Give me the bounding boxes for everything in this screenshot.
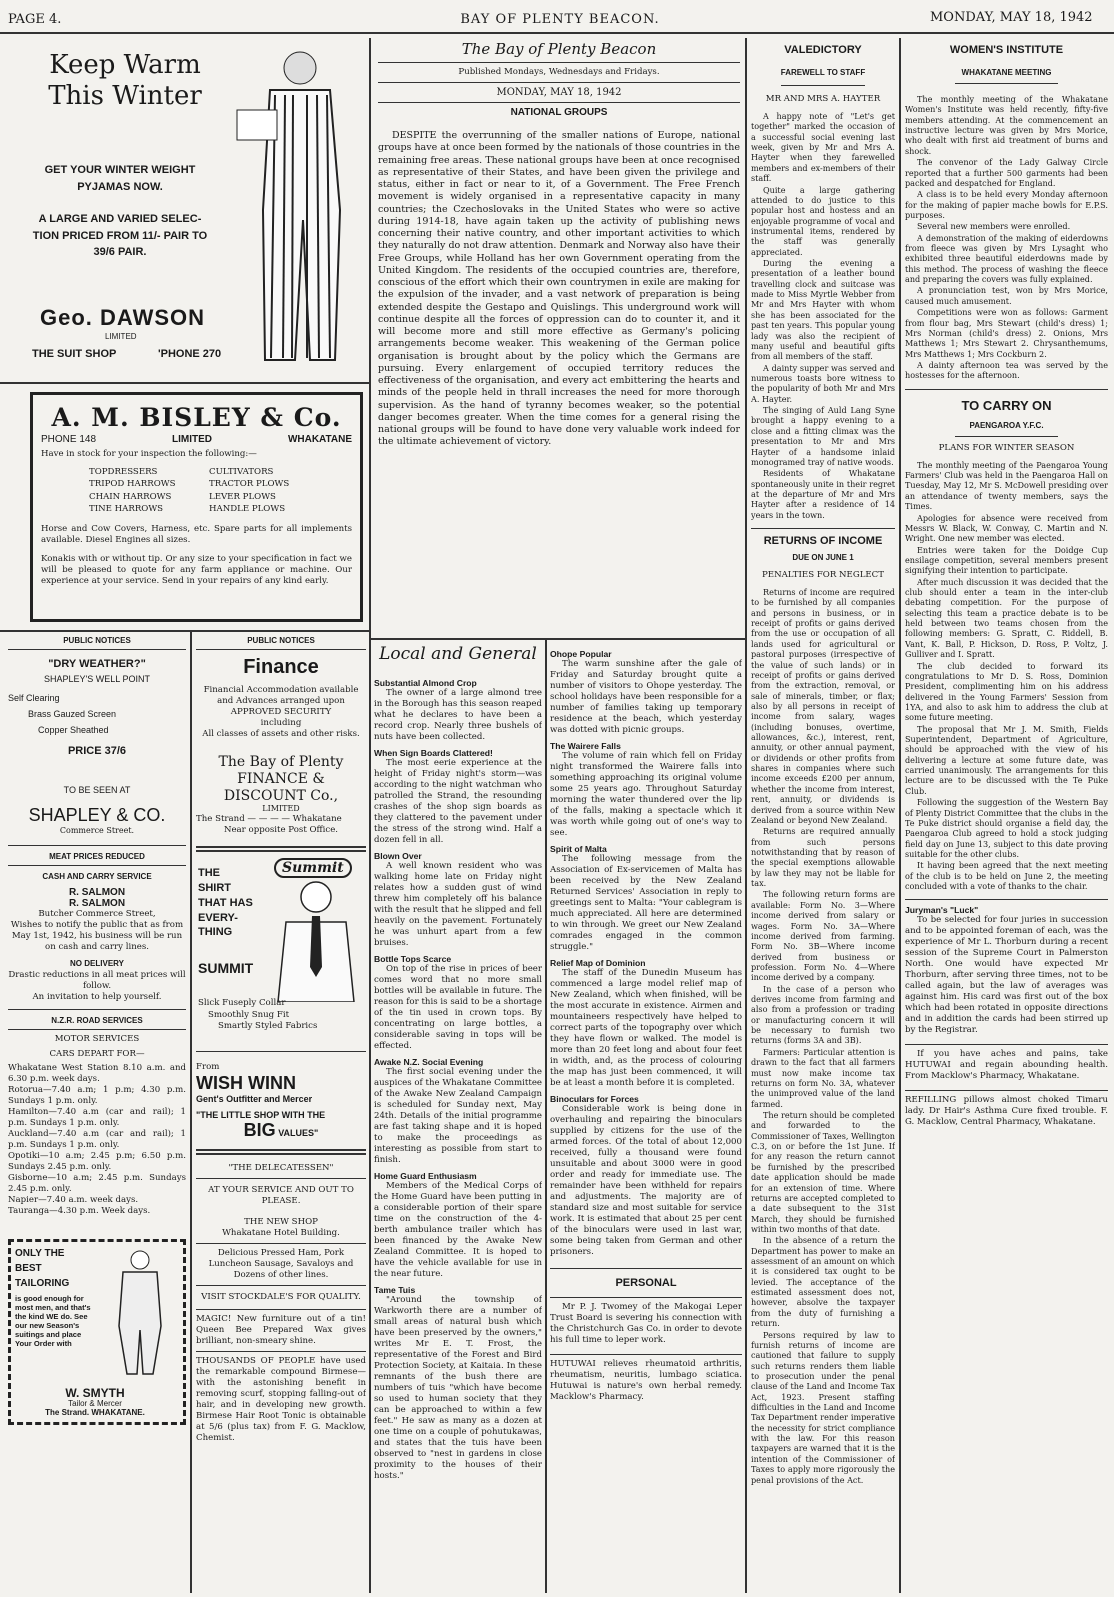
personal-heading: PERSONAL [615, 1277, 677, 1289]
institute-paragraph: The convenor of the Lady Galway Circle reported that a further 500 garments had been packed and despatched for England. [905, 157, 1108, 188]
implement-item: HANDLE PLOWS [209, 504, 286, 515]
yfc-paragraph: Entries were taken for the Doidge Cup ensilage competition, several members present signifying their intention to participate. [905, 544, 1108, 576]
column-1: PUBLIC NOTICES "DRY WEATHER?" SHAPLEY'S WELL POINT Self Clearing Brass Gauzed Screen Copper Sheathed PRICE 37/6 TO BE SEEN AT SHAPLEY & CO. Commerce Street. MEAT PRICES REDUCED CASH AND CARRY SERVICE R. SALMON R. SALMON Butcher Commerce Street, Wishes to notify the public that as from May 1st, 1942, his business will be run on cash and carry lines. NO DELIVERY Drastic reductions in all meat prices will follow. An invitation to help yourself. N.Z.R. ROAD SERVICES MOTOR SERVICES CARS DEPART FOR— Whakatane West Station 8.10 a.m. and 6.30 p.m. week days. Rotorua—7.40 a.m; 1 p.m; 4.30 p.m. Sundays 1 p.m. only. Hamilton—7.40 a.m (car and rail); 1 p.m. Sundays 1 p.m. only. Auckland—7.40 a.m (car and rail); 1 p.m. Sundays 1 p.m. only. Opotiki—10 a.m; 2.45 p.m; 6.50 p.m. Sundays 2.45 p.m. only. Gisborne—10 a.m; 2.45 p.m. Sundays 2.45 p.m. only. Napier—7.40 a.m. week days. Tauranga—4.30 p.m. Week days. ONLY THE BEST TAILORING is good enough for most men, and that's the kind WE do. See our new Season's suitings and place Your Order with W. SMYTH Tailor & Mercer The Strand. WHAKATANE. [8, 634, 186, 1594]
institute-paragraph: Several new members were enrolled. [917, 221, 1071, 232]
returns-paragraph: The following return forms are available: Form No. 3—Where income derived from salary or wages. Form No. 3A—Where income derived from farming. Form No. 3B—Where income derived from business or profession. Form No. 4—Where income derived by a company. [751, 889, 895, 983]
yfc-paragraph: The proposal that Mr J. M. Smith, Fields Superintendent, Department of Agriculture, should be approached with the view of his delivering a lecture at some future date, was carried unanimously. The arrangements for this lecture are to be discussed with the Te Puke Club. [905, 723, 1108, 796]
bus-time-entry: Opotiki—10 a.m; 2.45 p.m; 6.50 p.m. Sundays 2.45 p.m. only. [8, 1150, 186, 1172]
local-and-general [374, 644, 542, 1594]
institute-paragraph: A demonstration of the making of eiderdowns from fleece was given by Mrs Lysaght who exhibited three beautiful eiderdowns made by this method. The process of washing the fleece and preparing the covers was fully explained. [905, 232, 1108, 285]
masthead [0, 0, 1114, 34]
valedictory-paragraph: The singing of Auld Lang Syne brought a happy evening to a close and a fitting climax was the presentation to Mr and Mrs Hayter of a handsome inlaid monogramed tray of native woods. [751, 405, 895, 467]
smyth-ad: ONLY THE BEST TAILORING is good enough for most men, and that's the kind WE do. See our new Season's suitings and place Your Order with W. SMYTH Tailor & Mercer The Strand. WHAKATANE. [8, 1239, 186, 1425]
article-heading: Bottle Tops Scarce [374, 954, 452, 964]
editorial-masthead: The Bay of Plenty Beacon [461, 40, 657, 58]
bus-time-entry: Gisborne—10 a.m; 2.45 p.m. Sundays 2.45 p.m. only. [8, 1172, 186, 1194]
returns-paragraph: Returns are required annually from such persons notwithstanding that by reason of the special exemptions allowable by law they may not be liable for tax. [751, 826, 895, 889]
finance-heading: Finance [243, 656, 319, 678]
carry-on-heading: TO CARRY ON [961, 397, 1052, 413]
implement-item: CHAIN HARROWS [89, 491, 172, 502]
institute-paragraph: Competitions were won as follows: Garment from flour bag, Mrs Stewart (child's dress) 1; Mrs Norman (child's dress) 2. Onions, Mrs Matthews 1; Mrs Stewart 2. Chrysanthemums, Mrs Matthews 1; Mrs Cockburn 2. [905, 307, 1108, 359]
yfc-paragraph: It having been agreed that the next meeting of the club is to be held on June 2, the meeting concluded with a vote of thanks to the chair. [905, 860, 1108, 892]
yfc-paragraph: Following the suggestion of the Western Bay of Plenty District Committee that the clubs in the Te Puke district should organise a field day, the Paengaroa Club agreed to hold a stock judging field day on June 13, subject to this date proving suitable for the other clubs. [905, 797, 1108, 859]
article-body: "Around the township of Warkworth there are a number of small areas of natural bush which have been preserved by the owners," writes Mr E. T. Frost, the representative of the Forest and Bird Protection Society, at Kaitaia. In these remnants of the bush there are numbers of tuis "which have become so used to human society that they can be approached to within a few feet." He saw as many as a dozen at one time on a couple of pohutukawas, and states that the tuis have been observed to "nest in gardens in close proximity to the houses of their hosts." [374, 1295, 542, 1481]
article-body: The volume of rain which fell on Friday night transformed the Wairere falls into something approaching its original volume some 25 years ago. Throughout Saturday morning the water thundered over the lip of the falls, making a spectacle which it was worth while going out of one's way to see. [550, 751, 742, 838]
dawson-title: Keep Warm This Winter [48, 50, 202, 112]
bisley-name: A. M. BISLEY & Co. [51, 403, 342, 432]
article-body: The most eerie experience at the height of Friday night's storm—was according to the night watchman who patrolled the Strand, the resounding crashes of the shop sign boards as they clattered to the pavement under the stress of the strong wind. Half a dozen fell in all. [374, 758, 542, 845]
bus-time-entry: Napier—7.40 a.m. week days. [8, 1194, 139, 1205]
yfc-paragraph: The club decided to forward its congratulations to Mr D. S. Ross, Dominion President, complimenting him on his address delivered in the Young Farmers' Session from 1YA, and also to ask him to address the club at some future meeting. [905, 660, 1108, 723]
finance-company: The Bay of Plenty FINANCE & DISCOUNT Co., LIMITED [218, 754, 344, 814]
valedictory-paragraph: A happy note of "Let's get together" marked the occasion of a successful social evening last week, given by Mr and Mrs A. Hayter when they farewelled members and ex-members of their staff. [751, 111, 895, 184]
dry-weather-heading: "DRY WEATHER?" [48, 658, 146, 670]
returns-paragraph: The return should be completed and forwarded to the Commissioner of Taxes, Wellington C.3, on or before the 1st June. If for any reason the return cannot be furnished by the prescribed date application should be made for an extension of time. Where returns are accepted completed to a date subsequent to the 31st March, they should be furnished within two months of that date. [751, 1109, 895, 1234]
well-point-price: PRICE 37/6 [67, 744, 127, 757]
returns-paragraph: Returns of income are required to be furnished by all companies and persons in business, or in receipt of profits or gains derived from the use or occupation of all lands used for agricultural or pastoral purposes (irrespective of the value of such lands) or in receipt of profits or gains derived from the extraction, removal, or sale of minerals, timber, or flax; also by all persons in receipt of income from salary, wages (including bonuses, overtime, allowances, &c.), interest, rent, annuity, or other annual payment, or dividends or other profits from shares in companies where such income exceeds £200 per annum, whether the income from interest, rent, annuity, or dividends is derived from a source within New Zealand or beyond New Zealand. [751, 587, 895, 825]
bus-time-entry: Tauranga—4.30 p.m. Week days. [8, 1205, 151, 1216]
article-heading: Spirit of Malta [550, 844, 607, 854]
article-heading: Binoculars for Forces [550, 1094, 639, 1104]
article-body: Members of the Medical Corps of the Home Guard have been putting in a considerable portion of their spare time on the construction of the 4-berth ambulance trailer which has been financed by the Awake New Zealand Committee. It is hoped to have the vehicle available for use in the near future. [374, 1181, 542, 1279]
returns-paragraph: In the absence of a return the Department has power to make an assessment of an amount on which it is considered tax ought to be levied. The acceptance of the estimated assessment does not, however, absolve the taxpayer from the duty of furnishing a return. [751, 1235, 895, 1329]
returns-paragraph: Persons required by law to furnish returns of income are cautioned that failure to supply such returns renders them liable to prosecution under the penal clause of the Land and Income Tax Act, 1923. Present staffing difficulties in the Land and Income Tax Department render imperative the necessity for strict compliance with the law. For this reason taxpayers are warned that it is the intention of the Commissioner of Taxes to apply more rigorously the penal provisions of the Act. [751, 1329, 895, 1485]
bus-time-entry: Rotorua—7.40 a.m; 1 p.m; 4.30 p.m. Sundays 1 p.m. only. [8, 1084, 186, 1106]
article-heading: Ohope Popular [550, 649, 612, 659]
dawson-name: Geo. DAWSON [40, 305, 206, 330]
shapley-name: SHAPLEY & CO. [28, 804, 166, 825]
valedictory-paragraph: Quite a large gathering attended to do justice to this popular host and hostess and an enjoyable programme of vocal and instrumental items, rendered by the staff was generally appreciated. [751, 184, 895, 257]
column-2: PUBLIC NOTICES Finance Financial Accommodation available and Advances arranged upon APPROVED SECURITY including All classes of assets and other risks. The Bay of Plenty FINANCE & DISCOUNT Co., LIMITED The Strand — — — — Whakatane Near opposite Post Office. THE SHIRT THAT HAS EVERY-THING SUMMIT Summit Slick Fuseply Collar Smoothly Snug Fit Smartly Styled Fabrics From WISH WINN Gent's Outfitter and Mercer "THE LITTLE SHOP WITH THE BIG VALUES" "THE DELECATESSEN" AT YOUR SERVICE AND OUT TO PLEASE. THE NEW SHOP Whakatane Hotel Building. Delicious Pressed Ham, Pork Luncheon Sausage, Savaloys and Dozens of other lines. VISIT STOCKDALE'S FOR QUALITY. MAGIC! New furniture out of a tin! Queen Bee Prepared Wax gives brilliant, non-smeary shine. THOUSANDS OF PEOPLE have used the remarkable compound Birmese—with the astonishing benefit in removing scurf, stopping falling-out of hair, and in developing new growth. Birmese Hair Root Tonic is obtainable at 5/6 (plus tax) from F. G. Macklow, Chemist. [196, 636, 366, 1443]
institute-paragraph: The monthly meeting of the Whakatane Women's Institute was held recently, fifty-five members attending. At the commencement an instructive lecture was given by Mrs Morice, who dealt with first aid treatment of burns and shock. [905, 94, 1108, 156]
local-title: Local and General [379, 644, 537, 664]
implement-item: TRACTOR PLOWS [209, 479, 290, 490]
valedictory-paragraph: A dainty supper was served and numerous toasts bore witness to the popularity of both Mr and Mrs A. Hayter. [751, 362, 895, 404]
womens-institute-heading: WOMEN'S INSTITUTE [949, 44, 1064, 56]
dawson-copy: GET YOUR WINTER WEIGHT PYJAMAS NOW. A LARGE AND VARIED SELEC- TION PRICED FROM 11/- PAIR TO 39/6 PAIR. [32, 164, 208, 258]
article-body: On top of the rise in prices of beer comes word that no more small bottles will be available in future. The reason for this is said to be a shortage of the tin used in crown tops. By concentrating on large bottles, a considerable saving in tops will be effected. [374, 964, 542, 1051]
returns-paragraph: Farmers: Particular attention is drawn to the fact that all farmers must now make income tax returns on form No. 3A, whatever the unimproved value of the land farmed. [751, 1046, 895, 1109]
yfc-paragraph: Apologies for absence were received from Messrs W. Black, W. Conway, C. Martin and N. Wright. One new member was elected. [905, 512, 1108, 544]
dawson-shop: THE SUIT SHOP [32, 348, 117, 360]
dawson-phone: 'PHONE 270 [158, 348, 222, 360]
valedictory-heading: VALEDICTORY [784, 44, 862, 56]
article-body: The warm sunshine after the gale of Friday and Saturday brought quite a number of visitors to Ohope yesterday. The school holidays have been responsible for a number of families taking up temporary residence at the beach, which yesterday was dotted with picnic groups. [550, 659, 742, 735]
institute-paragraph: A pronunciation test, won by Mrs Morice, caused much amusement. [905, 285, 1108, 306]
article-heading: The Wairere Falls [550, 741, 621, 751]
tailor-figure-illustration [105, 1246, 175, 1376]
institute-paragraph: A dainty afternoon tea was served by the hostesses for the afternoon. [905, 359, 1108, 381]
article-heading: Relief Map of Dominion [550, 958, 646, 968]
yfc-paragraph: The monthly meeting of the Paengaroa Young Farmers' Club was held in the Paengaroa Hall on Tuesday, May 12, Mr S. McDowell presiding over an attendance of twenty members, says the Times. [905, 459, 1108, 512]
bus-time-entry: Whakatane West Station 8.10 a.m. and 6.30 p.m. week days. [8, 1062, 186, 1084]
summit-logo: Summit [274, 858, 352, 878]
implements-list [89, 466, 352, 516]
column-4: Ohope Popular The warm sunshine after the gale of Friday and Saturday brought quite a number of visitors to Ohope yesterday. The school holidays have been responsible for a number of families taking up temporary residence at the beach, which yesterday was dotted with picnic groups. The Wairere Falls The volume of rain which fell on Friday night transformed the Wairere falls into something approaching its original volume some 25 years ago. Throughout Saturday morning the water thundered over the lip of the falls, making a spectacle which it was worth while going out of one's way to see. Spirit of Malta The following message from the Association of Ex-servicemen of Malta has been received by the New Zealand Returned Services' Association in reply to greetings sent to Malta: "Your cablegram is much appreciated. All here are determined to win through. We greet our New Zealand comrades engaged in the common struggle." Relief Map of Dominion The staff of the Dunedin Museum has commenced a large model relief map of New Zealand, which when finished, will be the most accurate in existence. Airmen and mountaineers respectively have helped to correct parts of the topography over which they have flown or walked. The model is more than 20 feet long and about four feet in width, and, as the process of colouring the map has just been commenced, it will be at least a month before it is completed. Binoculars for Forces Considerable work is being done in overhauling and repairing the binoculars supplied by citizens for the use of the armed forces. Of the total of about 12,000 received, fully a thousand were found unsuitable and about 3000 were in good order and ready for immediate use. The remainder have been withheld for repairs and adjustments. The majority are of standard size and most suitable for service work. It is estimated that about 25 per cent of the binoculars were used in last war, some being taken from German and other prisoners. PERSONAL Mr P. J. Twomey of the Makogai Leper Trust Board is severing his connection with the Christchurch Gas Co. in order to devote his full time to leper work. HUTUWAI relieves rheumatoid arthritis, rheumatism, neuritis, lumbago sciatica. Hutuwai is nature's own herbal remedy. Macklow's Pharmacy. [550, 649, 742, 1402]
article-body: Considerable work is being done in overhauling and repairing the binoculars supplied by citizens for the use of the armed forces. Of the total of about 12,000 received, fully a thousand were found unsuitable and about 3000 were in good order and ready for immediate use. The remainder have been withheld for repairs and adjustments. The majority are of standard size and most suitable for service work. It is estimated that about 25 per cent of the binoculars were used in last war, some being taken from German and other prisoners. [550, 1104, 742, 1257]
implement-item: LEVER PLOWS [209, 491, 276, 502]
bus-time-entry: Auckland—7.40 a.m (car and rail); 1 p.m. Sundays 1 p.m. only. [8, 1128, 186, 1150]
implement-item: TINE HARROWS [89, 504, 164, 515]
valedictory-paragraph: Residents of Whakatane spontaneously unite in their regret at the departure of Mr and Mrs Hayter after a residence of 14 years in the town. [751, 468, 895, 520]
article-body: The staff of the Dunedin Museum has commenced a large model relief map of New Zealand, which when finished, will be the most accurate in existence. Airmen and mountaineers respectively have helped to correct parts of the topography over which they have flown or walked. The model is more than 20 feet long and about four feet in width, and, as the process of colouring the map has just been commenced, it will be at least a month before it is completed. [550, 968, 742, 1088]
dawson-ad: Keep Warm This Winter GET YOUR WINTER WEIGHT PYJAMAS NOW. A LARGE AND VARIED SELEC- TION PRICED FROM 11/- PAIR TO 39/6 PAIR. Geo. DAWSON LIMITED THE SUIT SHOP 'PHONE 270 [10, 40, 365, 380]
bus-timetable [8, 1063, 186, 1217]
implement-item: TOPDRESSERS [89, 467, 158, 477]
shirt-man-illustration [266, 872, 366, 1002]
article-body: The owner of a large almond tree in the Borough has this season reaped what he declares to have been a record crop. Nearly three bushels of nuts have been collected. [374, 688, 542, 742]
article-body: A well known resident who was walking home late on Friday night relates how a sudden gust of wind threw him completely off his balance with the result that he slipped and fell heavily on the pavement. Fortunately he was unhurt apart from a few bruises. [374, 861, 542, 948]
valedictory-paragraph: During the evening a presentation of a leather bound travelling clock and suitcase was made to Miss Myrtle Webber from Mr and Mrs Hayter with whom she has been associated for the past ten years. This popular young lady was also the recipient of many useful and beautiful gifts from all members of the staff. [751, 258, 895, 362]
article-body: The following message from the Association of Ex-servicemen of Malta has been received by the New Zealand Returned Services' Association in reply to greetings sent to Malta: "Your cablegram is much appreciated. All here are determined to win through. We greet our New Zealand comrades engaged in the common struggle." [550, 854, 742, 952]
paper-name: BAY OF PLENTY BEACON. [460, 12, 660, 27]
article-heading: When Sign Boards Clattered! [374, 748, 493, 758]
wish-winn-heading: WISH WINN [196, 1072, 296, 1093]
editorial-body: DESPITE the overrunning of the smaller nations of Europe, national groups have at once been formed by the nationals of those countries in the remaining free areas. These national groups have been at once recognised as representative of their States, and have been given the privilege and status, either in fact or near to it, of a Government. The Free French movement is widely organised in a representative capacity in many countries; the Czechoslovaks in the United States who were so active during 1914-18, have again taken up the activity of publishing news concerning their native country, and other important activities to which they naturally do not draw attention. Denmark and Norway also have their Free Groups, while Holland has her own Government operating from the United Kingdom. The residents of the occupied countries are, therefore, conscious of the effort which their own countrymen in exile are making for the expulsion of the invader, and a vast network of preparation is being extended despite the Gestapo and Quislings. This underground work will continue despite all the forces of oppression can do to counter it, and it will become more and still more effective as Germany's policing arrangements become weaker. This weakening of the German police organisation is brought about by the policy which the Germans are pursuing. Every enlargement of occupied territory reduces the effectiveness of the organisation, and every act embittering the hearts and minds of the people held in thrall increases the need for more thorough supervision. As the hand of tyranny becomes weaker, so the potential danger becomes greater. When the time comes for a general rising the national groups will be found to have done very valuable work indeed for the ultimate achievement of victory. [378, 130, 740, 448]
issue-date: MONDAY, MAY 18, 1942 [930, 10, 1093, 25]
article-heading: Awake N.Z. Social Evening [374, 1057, 484, 1067]
column-5: VALEDICTORY FAREWELL TO STAFF MR AND MRS A. HAYTER A happy note of "Let's get together" marked the occasion of a successful social evening last week, given by Mr and Mrs A. Hayter when they farewelled members and ex-members of their staff. Quite a large gathering attended to do justice to this popular host and hostess and an enjoyable programme of vocal and instrumental items, rendered by the staff was generally appreciated. During the evening a presentation of a leather bound travelling clock and suitcase was made to Miss Myrtle Webber from Mr and Mrs Hayter with whom she has been associated for the past ten years. This popular young lady was also the recipient of many useful and beautiful gifts from all members of the staff. A dainty supper was served and numerous toasts bore witness to the popularity of both Mr and Mrs A. Hayter. The singing of Auld Lang Syne brought a happy evening to a close and a fitting climax was the presentation to Mr and Mrs Hayter of a handsome inlaid monogramed tray of native woods. Residents of Whakatane spontaneously unite in their regret at the departure of Mr and Mrs Hayter after a residence of 14 years in the town. RETURNS OF INCOME DUE ON JUNE 1 PENALTIES FOR NEGLECT Returns of income are required to be furnished by all companies and persons in business, or in receipt of profits or gains derived from the use or occupation of all lands used for agricultural or pastoral purposes (irrespective of the value of such lands) or in receipt of profits or gains derived from the extraction, removal, or sale of minerals, timber, or flax; also by all persons in receipt of income from salary, wages (including bonuses, overtime, allowances, &c.), interest, rent, annuity, or other annual payment, or dividends or other profits from shares in companies where such income exceeds £200 per annum, whether the income from interest, rent, annuity, or dividends is derived from a source within New Zealand or beyond New Zealand. Returns are required annually from such persons notwithstanding that by reason of the special exemptions allowable by law they may not be liable for tax. The following return forms are available: Form No. 3—Where income derived from salary or wages. Form No. 3A—Where income derived from farming. Form No. 3B—Where income derived from business or profession. Form No. 4—Where income derived by a company. In the case of a person who derives income from farming and also from a profession or trading or manufacturing concern it will be necessary to furnish two returns (forms 3A and 3B). Farmers: Particular attention is drawn to the fact that all farmers must now make income tax returns on form No. 3A, whatever the unimproved value of the land farmed. The return should be completed and forwarded to the Commissioner of Taxes, Wellington C.3, on or before the 1st June. If for any reason the return cannot be furnished by the prescribed date application should be made for an extension of time. Where returns are accepted completed to a date subsequent to the 31st March, they should be furnished within two months of that date. In the absence of a return the Department has power to make an assessment of an amount on which it is considered tax ought to be levied. The acceptance of the estimated assessment does not, however, absolve the taxpayer from the duty of furnishing a return. Persons required by law to furnish returns of income are cautioned that failure to supply such returns renders them liable to prosecution under the penal clause of the Land and Income Tax Act, 1923. Present staffing difficulties in the Land and Income Tax Department render imperative the necessity for strict compliance with the law. For this reason taxpayers are warned that it is the intention of the Commissioner of Taxes to apply more rigorously the penal provisions of the Act. [751, 44, 895, 1485]
article-heading: Home Guard Enthusiasm [374, 1171, 477, 1181]
bisley-ad: A. M. BISLEY & Co. PHONE 148 LIMITED WHAKATANE Have in stock for your inspection the following:— TOPDRESSERS TRIPOD HARROWS CHAIN HARROWS TINE HARROWS CULTIVATORS TRACTOR PLOWS LEVER PLOWS HANDLE PLOWS Horse and Cow Covers, Harness, etc. Spare parts for all implements available. Diesel Engines all sizes. Konakis with or without tip. Or any size to your specification in fact we will be pleased to quote for any farm appliance or machine. Our experience at your service. Send in your repairs of any kind early. [30, 392, 363, 622]
implement-item: TRIPOD HARROWS [89, 479, 176, 490]
returns-heading: RETURNS OF INCOME [763, 535, 883, 548]
implement-item: CULTIVATORS [209, 467, 274, 477]
summit-shirt-ad: THE SHIRT THAT HAS EVERY-THING SUMMIT Summit Slick Fuseply Collar Smoothly Snug Fit Smartly Styled Fabrics [196, 852, 366, 1047]
page-number: PAGE 4. [8, 12, 62, 27]
editorial: The Bay of Plenty Beacon Published Mondays, Wednesdays and Fridays. MONDAY, MAY 18, 1942 NATIONAL GROUPS DESPITE the overrunning of the smaller nations of Europe, national groups have at once been formed by the nationals of those countries in the remaining free areas. These national groups have been at once recognised as representative of their States, and have been given the privilege and status, either in fact or near to it, of a Government. The Free French movement is widely organised in a representative capacity in many countries; the Czechoslovaks in the United States who were so active during 1914-18, have again taken up the activity of publishing news concerning their native country, and other important activities to which they naturally do not draw attention. Denmark and Norway also have their Free Groups, while Holland has her own Government operating from the United Kingdom. The residents of the occupied countries are, therefore, conscious of the effort which their own countrymen in exile are making for the expulsion of the invader, and a vast network of preparation is being extended despite the Gestapo and Quislings. This underground work will continue despite all the forces of oppression can do to counter it, and it will become more and still more effective as Germany's policing arrangements become weaker. This weakening of the German police organisation is brought about by the policy which the Germans are pursuing. Every enlargement of occupied territory reduces the effectiveness of the organisation, and every act embittering the hearts and minds of the people held in thrall increases the need for more thorough supervision. As the hand of tyranny becomes weaker, so the potential danger becomes greater. When the time comes for a general rising the national groups will be found to have done very valuable work indeed for the ultimate achievement of victory. [378, 40, 740, 448]
article-heading: Blown Over [374, 851, 422, 861]
pyjama-man-illustration [235, 40, 365, 370]
bus-time-entry: Hamilton—7.40 a.m (car and rail); 1 p.m. Sundays 1 p.m. only. [8, 1106, 186, 1128]
yfc-paragraph: After much discussion it was decided that the club should enter a team in the inter-club debating competition. For the purpose of selecting this team a practice debate is to be held between two teams chosen from the following members: G. Spratt, C. Riddell, B. Vant, K. Ball, P. Hickson, D. Ross, P. Voltz, J. Gulliver and I. Spratt. [905, 576, 1108, 660]
article-heading: Substantial Almond Crop [374, 678, 477, 688]
editorial-title: NATIONAL GROUPS [510, 107, 608, 118]
article-heading: Tame Tuis [374, 1285, 416, 1295]
returns-paragraph: In the case of a person who derives income from farming and also from a profession or trading or manufacturing concern it will be necessary to furnish two returns (forms 3A and 3B). [751, 983, 895, 1046]
institute-paragraph: A class is to be held every Monday afternoon for the making of papier mache bowls for E.P.S. purposes. [905, 189, 1108, 220]
column-6: WOMEN'S INSTITUTE WHAKATANE MEETING The monthly meeting of the Whakatane Women's Institute was held recently, fifty-five members attending. At the commencement an instructive lecture was given by Mrs Morice, who dealt with first aid treatment of burns and shock. The convenor of the Lady Galway Circle reported that a further 500 garments had been packed and despatched for England. A class is to be held every Monday afternoon for the making of papier mache bowls for E.P.S. purposes. Several new members were enrolled. A demonstration of the making of eiderdowns from fleece was given by Mrs Lysaght who exhibited three beautiful eiderdowns made by this method. The process of washing the fleece and preparing the covers was fully explained. A pronunciation test, won by Mrs Morice, caused much amusement. Competitions were won as follows: Garment from flour bag, Mrs Stewart (child's dress) 1; Mrs Norman (child's dress) 2. Onions, Mrs Matthews 1; Mrs Stewart 2. Chrysanthemums, Mrs Matthews 1; Mrs Cockburn 2. A dainty afternoon tea was served by the hostesses for the afternoon. TO CARRY ON PAENGAROA Y.F.C. PLANS FOR WINTER SEASON The monthly meeting of the Paengaroa Young Farmers' Club was held in the Paengaroa Hall on Tuesday, May 12, Mr S. McDowell presiding over an attendance of twenty members, says the Times. Apologies for absence were received from Messrs W. Black, W. Conway, C. Martin and N. Wright. One new member was elected. Entries were taken for the Doidge Cup ensilage competition, several members present signifying their intention to participate. After much discussion it was decided that the club should enter a team in the inter-club debating competition. For the purpose of selecting this team a practice debate is to be held between two teams chosen from the following members: G. Spratt, C. Riddell, B. Vant, K. Ball, P. Hickson, D. Ross, P. Voltz, J. Gulliver and I. Spratt. The club decided to forward its congratulations to Mr D. S. Ross, Dominion President, complimenting him on his address delivered in the Young Farmers' Session from 1YA, and also to ask him to address the club at some future meeting. The proposal that Mr J. M. Smith, Fields Superintendent, Department of Agriculture, should be approached with the view of his delivering a lecture at some future date, was carried unanimously. The arrangements for this lecture are to be discussed with the Te Puke Club. Following the suggestion of the Western Bay of Plenty District Committee that the clubs in the Te Puke district should organise a field day, the Paengaroa Club agreed to hold a stock judging field day on June 13, subject to this date proving suitable for the other clubs. It having been agreed that the next meeting of the club is to be held on June 2, the meeting concluded with a vote of thanks to the chair. Juryman's "Luck" To be selected for four juries in succession and to be appointed foreman of each, was the experience of Mr L. Thorburn during a recent session of the Supreme Court in Palmerston North. One would have expected Mr Thorburn, after serving three times, not to be called again, but the law of averages was against him. His card was first out of the box which had been rotated in opposite directions and in addition the cards had been stirred up by the Registrar. If you have aches and pains, take HUTUWAI and regain abounding health. From Macklow's Pharmacy, Whakatane. REFILLING pillows almost choked Timaru lady. Dr Hair's Asthma Cure fixed trouble. F. G. Macklow, Central Pharmacy, Whakatane. [905, 44, 1108, 1128]
article-body: The first social evening under the auspices of the Whakatane Committee of the Awake New Zealand Campaign is scheduled for Sunday next, May 24th. Details of the initial programme are fast taking shape and it is hoped to make the proceedings as interesting as possible from start to finish. [374, 1067, 542, 1165]
